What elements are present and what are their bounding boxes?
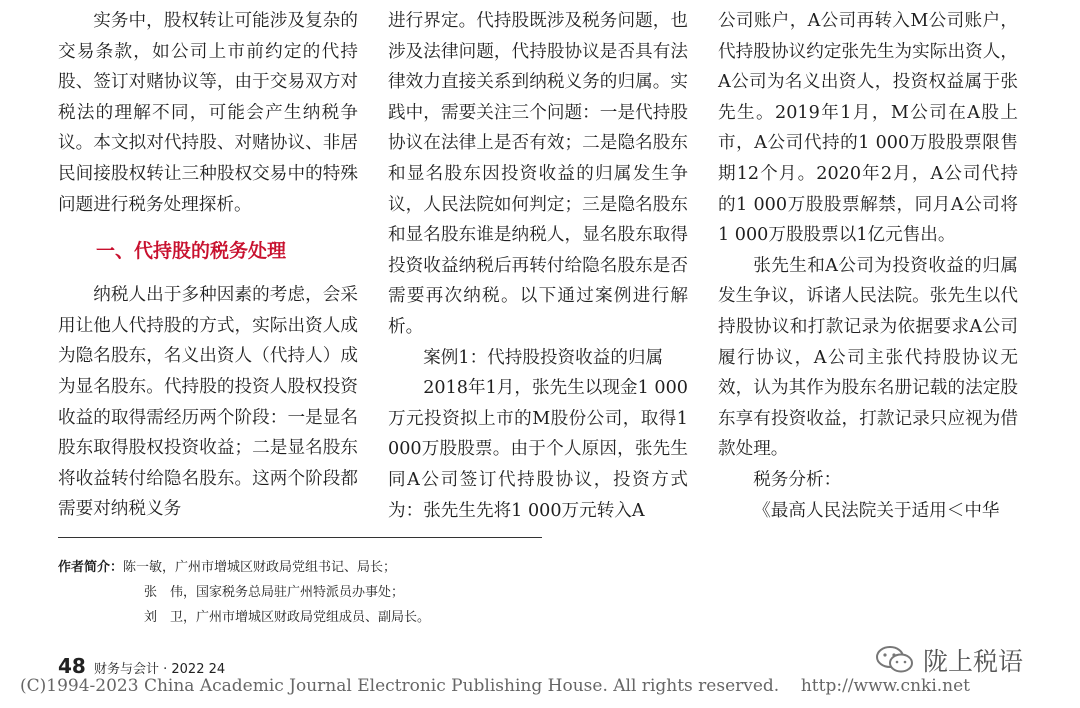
page-footer: [58, 654, 225, 678]
copyright-line: [20, 676, 1080, 696]
paragraph: 张先生和A公司为投资收益的归属发生争议，诉诸人民法院。张先生以代持股协议和打款记录为依据要求A公司履行协议，A公司主张代持股协议无效，认为其作为股东名册记载的法定股东享有投资收益，打款记录只应视为借款处理。: [718, 255, 1018, 460]
author-bio: [58, 555, 430, 630]
paragraph: 实务中，股权转让可能涉及复杂的交易条款，如公司上市前约定的代持股、签订对赌协议等，由于交易双方对税法的理解不同，可能会产生纳税争议。本文拟对代持股、对赌协议、非居民间接股权转让三种股权交易中的特殊问题进行税务处理探析。: [58, 11, 358, 215]
paragraph: 《最高人民法院关于适用＜中华: [753, 500, 1000, 521]
copyright-text: (C)1994-2023 China Academic Journal Electronic Publishing House. All rights reserved.: [20, 676, 780, 696]
watermark-text: 陇上税语: [923, 647, 1024, 676]
paragraph: 纳税人出于多种因素的考虑，会采用让他人代持股的方式，实际出资人成为隐名股东，名义出资人（代持人）成为显名股东。代持股的投资人股权投资收益的取得需经历两个阶段：一是显名股东取得股权投资收益；二是显名股东将收益转付给隐名股东。这两个阶段都需要对纳税义务: [58, 285, 358, 520]
case-title: 案例1：代持股投资收益的归属: [423, 347, 664, 368]
paragraph: 税务分析：: [753, 469, 842, 490]
author-bio-text: 陈一敏，广州市增城区财政局党组书记、局长；: [123, 560, 397, 575]
author-bio-label: 作者简介：: [58, 560, 124, 575]
author-bio-line: [58, 605, 430, 630]
text-column-1: [58, 6, 358, 525]
text-column-2: [388, 6, 688, 526]
paragraph: 2018年1月，张先生以现金1 000万元投资拟上市的M股份公司，取得1 000万股股票。由于个人原因，张先生同A公司签订代持股协议，投资方式为：张先生先将1 000万元转入A: [388, 378, 688, 521]
author-bio-line: [58, 555, 430, 580]
section-heading: 一、代持股的税务处理: [96, 240, 287, 263]
paragraph: 进行界定。代持股既涉及税务问题，也涉及法律问题，代持股协议是否具有法律效力直接关系到纳税义务的归属。实践中，需要关注三个问题：一是代持股协议在法律上是否有效；二是隐名股东和显名股东因投资收益的归属发生争议，人民法院如何判定；三是隐名股东和显名股东谁是纳税人，显名股东取得投资收益纳税后再转付给隐名股东是否需要再次纳税。以下通过案例进行解析。: [388, 11, 688, 337]
author-bio-text: 刘 卫，广州市增城区财政局党组成员、副局长。: [144, 610, 431, 625]
footnote-divider: [58, 537, 542, 538]
author-bio-text: 张 伟，国家税务总局驻广州特派员办事处；: [144, 585, 405, 600]
page-number: 48: [58, 654, 86, 678]
wechat-watermark: [875, 642, 1023, 678]
journal-info: 财务与会计 · 2022 24: [93, 662, 226, 677]
wechat-icon: [875, 645, 915, 675]
author-bio-line: [58, 580, 430, 605]
text-column-3: [718, 6, 1018, 526]
paragraph: 公司账户，A公司再转入M公司账户，代持股协议约定张先生为实际出资人，A公司为名义出资人，投资权益属于张先生。2019年1月，M公司在A股上市，A公司代持的1 000万股股票限售期12个月。2020年2月，A公司代持的1 000万股股票解禁，同月A公司将1 000万股股票以1亿元售出。: [718, 11, 1018, 246]
cnki-link[interactable]: http://www.cnki.net: [800, 676, 971, 696]
